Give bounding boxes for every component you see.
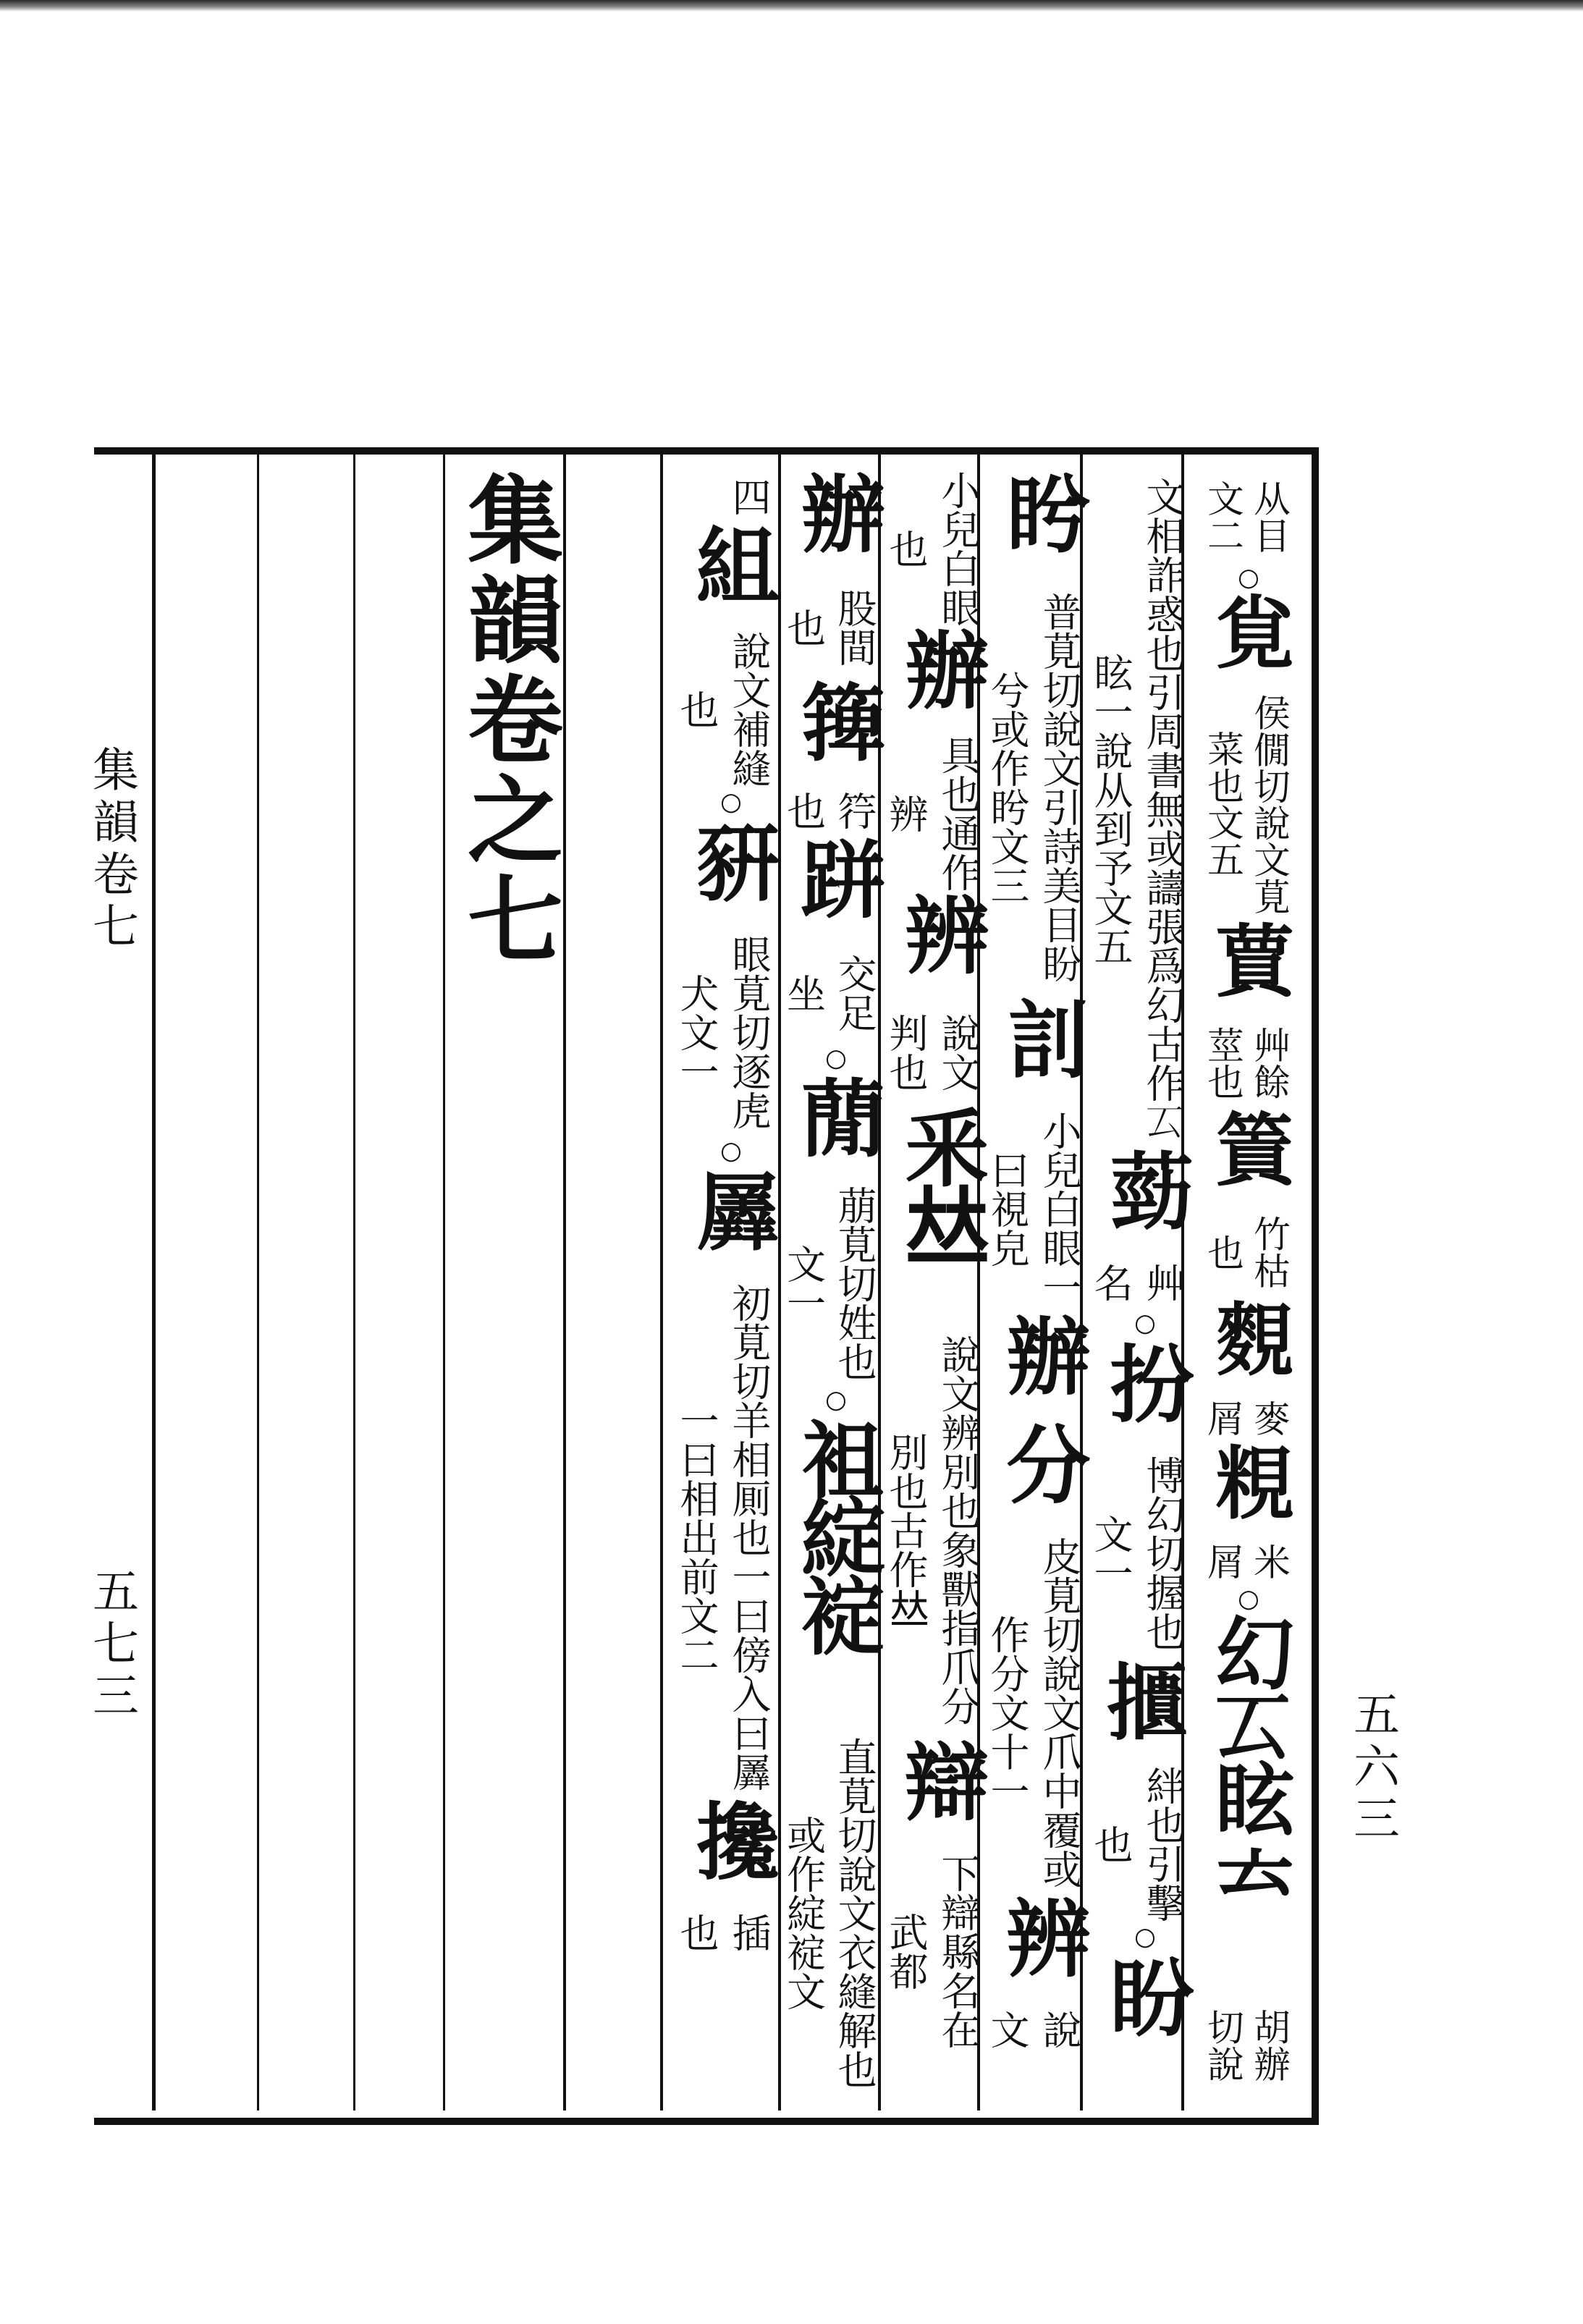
column-segment — [1194, 1584, 1303, 1616]
text-column-5 — [782, 470, 890, 2099]
column-segment — [984, 2003, 1096, 2058]
column-segment — [1091, 1954, 1199, 2035]
text-column-2 — [1088, 470, 1199, 2099]
gloss-text: 眼莧切逐虎犬文一 — [674, 934, 772, 1130]
column-segment — [1194, 1613, 1303, 1908]
circle-marker: ○ — [1131, 1922, 1160, 1951]
column-segment — [782, 1416, 890, 1654]
head-character: 蕒 — [1202, 919, 1296, 993]
column-segment — [1194, 1442, 1303, 1518]
circle-marker: ○ — [822, 1044, 850, 1073]
column-segment — [886, 1738, 995, 1820]
gloss-text: 艸餘莖也 — [1201, 1026, 1291, 1100]
circle-marker: ○ — [1234, 1584, 1263, 1613]
column-segment — [883, 1847, 995, 2058]
column-segment — [1194, 1016, 1303, 1112]
gloss-text: 米屑 — [1201, 1542, 1291, 1580]
column-segment — [782, 1075, 890, 1156]
margin-page-number: 五七三 — [85, 1567, 138, 1723]
text-column-6 — [674, 470, 785, 2099]
head-character: 豣 — [682, 819, 780, 897]
head-character: 葝 — [1096, 1148, 1194, 1226]
column-segment — [1088, 1449, 1199, 1660]
head-character: 釆𠀤 — [891, 1104, 989, 1261]
column-segment — [782, 679, 890, 760]
rule-3 — [353, 455, 355, 2110]
margin-title: 集韻卷七 — [85, 745, 138, 954]
head-character: 篺 — [787, 678, 886, 757]
gloss-text: 艸名 — [1088, 1263, 1186, 1302]
juan-title: 集韻卷之七 — [451, 470, 563, 970]
gloss-text: 萠莧切姓也文一 — [780, 1185, 877, 1381]
column-segment — [674, 1277, 785, 1801]
head-character: 組 — [682, 523, 780, 601]
text-column-4 — [883, 470, 995, 2099]
gloss-text: 竹枯也 — [1201, 1215, 1291, 1289]
gloss-text: 說文 — [984, 2010, 1082, 2049]
column-segment — [883, 470, 995, 630]
head-character: 𢷴 — [1096, 1657, 1194, 1736]
gloss-text: 交足坐 — [780, 953, 877, 1032]
gloss-text: 麥屑 — [1201, 1400, 1291, 1437]
column-segment — [1088, 1766, 1199, 1925]
column-segment — [1194, 1395, 1303, 1444]
head-character: 覍 — [1202, 591, 1296, 665]
gloss-text: 直莧切說文衣縫解也或作綻䘺文 — [780, 1737, 877, 2090]
gloss-text: 博幻切握也文一 — [1088, 1455, 1186, 1651]
rule-4 — [443, 455, 445, 2110]
column-segment — [1194, 470, 1303, 566]
column-segment — [782, 942, 890, 1047]
gloss-text: 四 — [726, 477, 772, 516]
gloss-text: 小兒白眼也 — [883, 470, 981, 627]
gloss-text: 說文辨別也象獸指爪分別也古作𠀤 — [883, 1335, 981, 1725]
column-segment — [1091, 1922, 1199, 1954]
gloss-text: 說文補縫也 — [674, 631, 772, 787]
head-character: 辯 — [891, 1738, 989, 1817]
column-segment — [1088, 470, 1199, 1151]
head-character: 扮 — [1096, 1340, 1194, 1419]
column-segment — [984, 579, 1096, 999]
column-segment — [677, 1168, 785, 1249]
rule-5 — [563, 455, 566, 2110]
head-character: 辦 — [992, 1313, 1091, 1391]
head-character: 跰 — [787, 835, 886, 914]
column-segment — [984, 1104, 1096, 1316]
gloss-text: 初莧切羊相厠也一曰傍入曰羼一曰相出前文二 — [674, 1283, 772, 1791]
column-segment — [674, 631, 785, 790]
column-segment — [677, 1798, 785, 1879]
head-character: 粯 — [1202, 1441, 1296, 1515]
gloss-text: 說文判也 — [883, 1013, 981, 1091]
circle-marker: ○ — [1131, 1309, 1160, 1338]
column-segment — [1194, 1999, 1303, 2095]
column-segment — [677, 1136, 785, 1168]
column-segment — [1194, 1109, 1303, 1185]
column-segment — [782, 577, 890, 682]
circle-marker: ○ — [717, 787, 746, 816]
gloss-text: 侯僩切說文莧菜也文五 — [1201, 693, 1291, 914]
circle-marker: ○ — [822, 1385, 850, 1414]
column-segment — [1091, 1657, 1199, 1738]
column-segment — [1091, 1340, 1199, 1421]
head-character: 蕑 — [787, 1075, 886, 1154]
column-segment — [883, 735, 995, 895]
column-segment — [883, 1322, 995, 1741]
text-column-1 — [1194, 470, 1303, 2099]
column-segment — [674, 928, 785, 1139]
column-segment — [1088, 1256, 1199, 1311]
head-character: 辦 — [891, 627, 989, 705]
gloss-text: 胡辦切說 — [1201, 2008, 1291, 2082]
column-segment — [782, 470, 890, 552]
column-segment — [1194, 1538, 1303, 1587]
column-segment — [674, 1906, 785, 1961]
head-character: 䚯 — [992, 996, 1091, 1074]
column-segment — [1194, 688, 1303, 923]
head-character: 麲 — [1202, 1298, 1296, 1372]
column-segment — [782, 1044, 890, 1076]
column-segment — [987, 1421, 1096, 1503]
circle-marker: ○ — [717, 1136, 746, 1165]
text-column-3 — [984, 470, 1096, 2099]
head-character: 分 — [992, 1421, 1091, 1500]
column-segment — [1194, 920, 1303, 996]
column-segment — [677, 523, 785, 604]
column-segment — [782, 1385, 890, 1417]
gloss-text: 股間也 — [780, 588, 877, 667]
rule-2 — [257, 455, 259, 2110]
head-character: 辨 — [891, 892, 989, 970]
column-segment — [1091, 1309, 1199, 1340]
column-segment — [1194, 1298, 1303, 1374]
gloss-text: 具也通作辨 — [883, 735, 981, 892]
column-segment — [984, 1530, 1096, 1898]
gloss-text: 筕也 — [780, 790, 877, 830]
column-segment — [677, 470, 785, 525]
column-segment — [1091, 1148, 1199, 1229]
rule-1 — [152, 455, 156, 2110]
column-segment — [886, 892, 995, 973]
head-character: 袓綻䘺 — [787, 1416, 886, 1651]
rule-6 — [660, 455, 663, 2110]
column-segment — [782, 785, 890, 838]
head-character: 辨 — [992, 1895, 1091, 1973]
column-segment — [782, 1735, 890, 2095]
column-segment — [1194, 591, 1303, 667]
gloss-text: 插也 — [674, 1913, 772, 1952]
column-segment — [782, 836, 890, 917]
head-character: 盼 — [1096, 1954, 1194, 2032]
column-segment — [987, 996, 1096, 1077]
head-character: 羼 — [682, 1168, 780, 1246]
head-character: 幻𠫔眩𠫓 — [1202, 1613, 1296, 1906]
column-segment — [987, 1313, 1096, 1394]
circle-marker: ○ — [1234, 563, 1263, 593]
column-segment — [987, 1895, 1096, 1976]
head-character: 辦 — [787, 470, 886, 549]
head-character: 攙 — [682, 1798, 780, 1876]
page-number: 五六三 — [1346, 1690, 1399, 1846]
column-segment — [782, 1181, 890, 1388]
scan-top-edge — [0, 0, 1583, 12]
column-segment — [1194, 1206, 1303, 1301]
column-segment — [677, 787, 785, 819]
column-segment — [1194, 563, 1303, 595]
gloss-text: 皮莧切說文爪中覆或作分文十一 — [984, 1537, 1082, 1888]
gloss-text: 普莧切說文引詩美目盼兮或作盻文三 — [984, 592, 1082, 983]
column-segment — [883, 1000, 995, 1107]
gloss-text: 下辯縣名在武都 — [883, 1854, 981, 2049]
head-character: 篢 — [1202, 1109, 1296, 1183]
column-segment — [677, 819, 785, 900]
column-segment — [886, 1104, 995, 1264]
gloss-text: 文相詐惑也引周書無或譸張爲幻古作𠫔眩一說从到予文五 — [1088, 477, 1186, 1141]
gloss-text: 絆也引擊也 — [1088, 1766, 1186, 1922]
column-segment — [987, 470, 1096, 552]
column-segment — [886, 627, 995, 708]
gloss-text: 小兒白眼一曰視皃 — [984, 1111, 1082, 1306]
head-character: 盻 — [992, 470, 1091, 549]
gloss-text: 从目文二 — [1201, 480, 1291, 554]
